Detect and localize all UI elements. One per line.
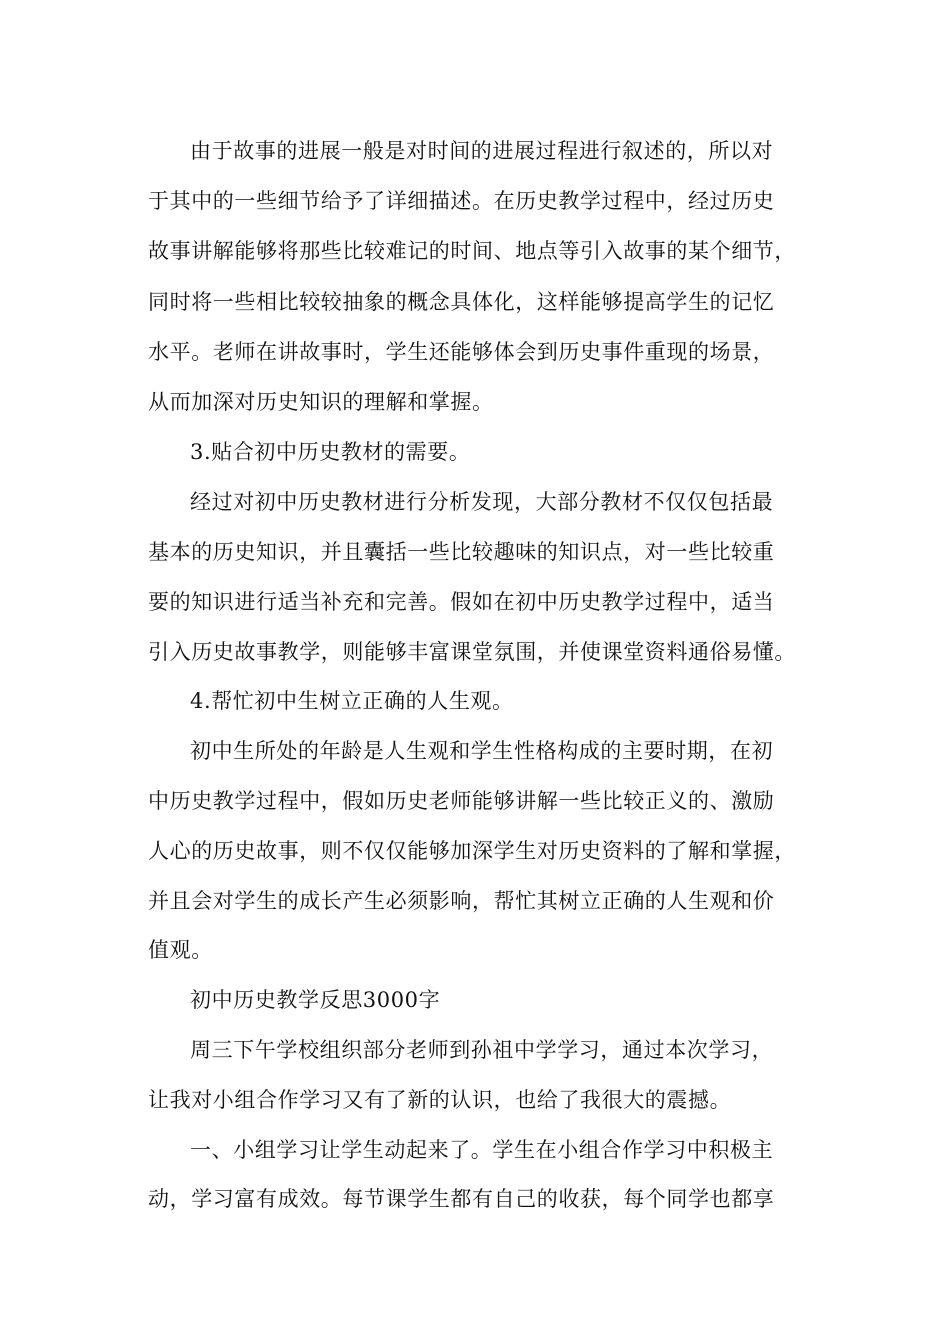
paragraph-line: 周三下午学校组织部分老师到孙祖中学学习，通过本次学习， — [190, 1038, 774, 1062]
paragraph-line: 一、小组学习让学生动起来了。学生在小组合作学习中积极主 — [190, 1138, 774, 1162]
section-heading: 4.帮忙初中生树立正确的人生观。 — [190, 689, 514, 713]
paragraph-line: 同时将一些相比较较抽象的概念具体化，这样能够提高学生的记忆 — [148, 290, 775, 314]
paragraph-line: 由于故事的进展一般是对时间的进展过程进行叙述的，所以对 — [190, 139, 774, 163]
paragraph-line: 人心的历史故事，则不仅仅能够加深学生对历史资料的了解和掌握， — [148, 839, 796, 863]
paragraph-line: 从而加深对历史知识的理解和掌握。 — [148, 390, 494, 414]
paragraph-line: 故事讲解能够将那些比较难记的时间、地点等引入故事的某个细节， — [148, 239, 796, 263]
paragraph-line: 要的知识进行适当补充和完善。假如在初中历史教学过程中，适当 — [148, 590, 775, 614]
paragraph-line: 水平。老师在讲故事时，学生还能够体会到历史事件重现的场景， — [148, 340, 775, 364]
paragraph-line: 让我对小组合作学习又有了新的认识，也给了我很大的震撼。 — [148, 1088, 732, 1112]
paragraph-line: 初中生所处的年龄是人生观和学生性格构成的主要时期，在初 — [190, 739, 774, 763]
article-title: 初中历史教学反思3000字 — [190, 988, 441, 1012]
paragraph-line: 基本的历史知识，并且囊括一些比较趣味的知识点，对一些比较重 — [148, 540, 775, 564]
paragraph-line: 并且会对学生的成长产生必须影响，帮忙其树立正确的人生观和价 — [148, 889, 775, 913]
paragraph-line: 动，学习富有成效。每节课学生都有自己的收获，每个同学也都享 — [148, 1187, 775, 1211]
paragraph-line: 值观。 — [148, 938, 213, 962]
paragraph-line: 经过对初中历史教材进行分析发现，大部分教材不仅仅包括最 — [190, 490, 774, 514]
paragraph-line: 引入历史故事教学，则能够丰富课堂氛围，并使课堂资料通俗易懂。 — [148, 640, 796, 664]
paragraph-line: 中历史教学过程中，假如历史老师能够讲解一些比较正义的、激励 — [148, 789, 775, 813]
paragraph-line: 于其中的一些细节给予了详细描述。在历史教学过程中，经过历史 — [148, 189, 775, 213]
section-heading: 3.贴合初中历史教材的需要。 — [190, 440, 471, 464]
